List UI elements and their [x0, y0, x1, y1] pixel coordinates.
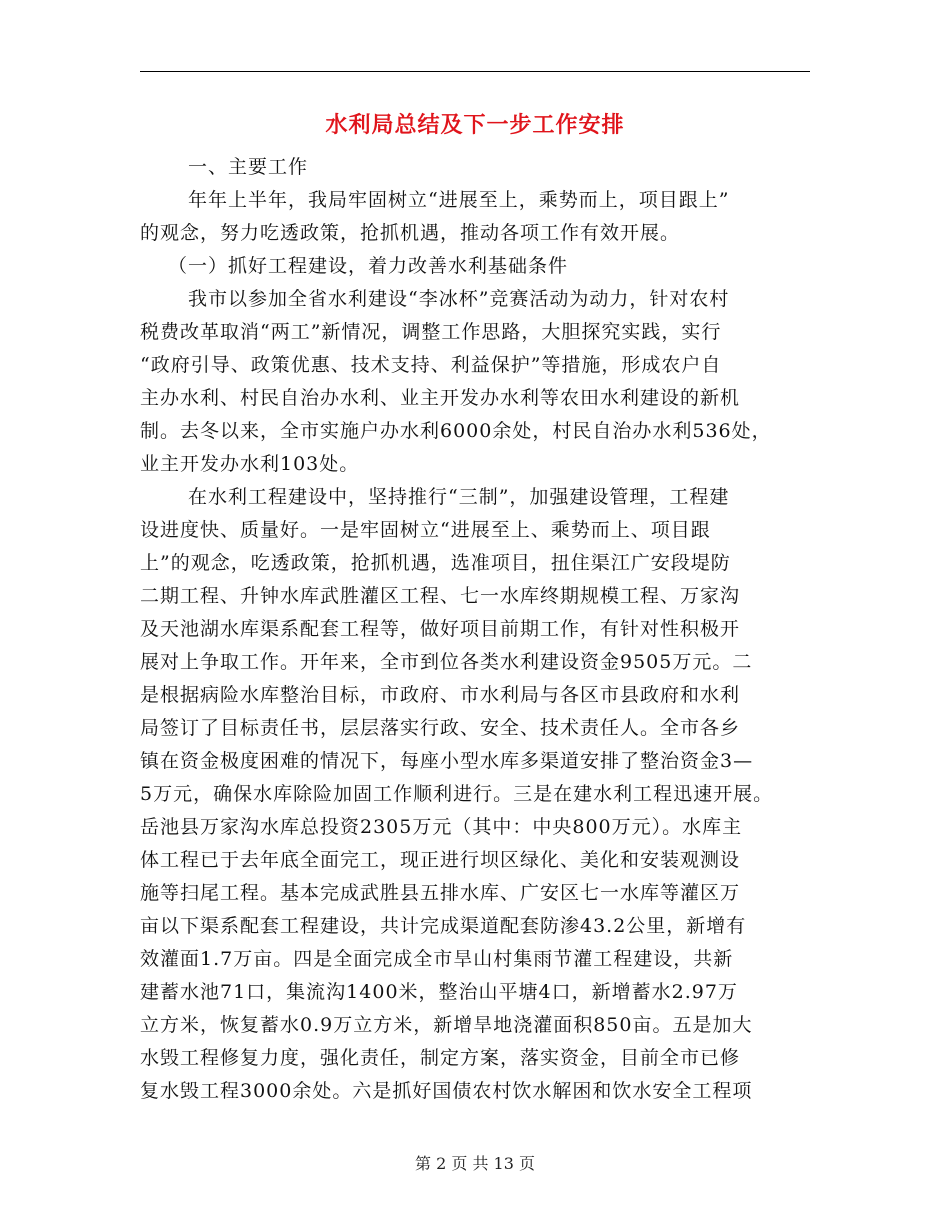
body-text-line: 镇在资金极度困难的情况下，每座小型水库多渠道安排了整治资金3—: [140, 750, 754, 772]
body-text-line: 施等扫尾工程。基本完成武胜县五排水库、广安区七一水库等灌区万: [140, 882, 741, 904]
section-heading: 一、主要工作: [188, 156, 309, 178]
page-number-footer: 第 2 页 共 13 页: [415, 1154, 535, 1173]
body-text-line: 主办水利、村民自治办水利、业主开发办水利等农田水利建设的新机: [140, 387, 741, 409]
body-text-line: 效灌面1.7万亩。四是全面完成全市旱山村集雨节灌工程建设，共新: [140, 948, 734, 970]
body-text-line: 的观念，努力吃透政策，抢抓机遇，推动各项工作有效开展。: [140, 222, 681, 244]
body-text-line: 岳池县万家沟水库总投资2305万元（其中：中央800万元）。水库主: [140, 816, 743, 838]
document-title: 水利局总结及下一步工作安排: [325, 113, 625, 138]
body-text-line: 及天池湖水库渠系配套工程等，做好项目前期工作，有针对性积极开: [140, 618, 741, 640]
body-text-line: 水毁工程修复力度，强化责任，制定方案，落实资金，目前全市已修: [140, 1047, 741, 1069]
body-text-line: 体工程已于去年底全面完工，现正进行坝区绿化、美化和安装观测设: [140, 849, 741, 871]
body-text-line: 立方米，恢复蓄水0.9万立方米，新增旱地浇灌面积850亩。五是加大: [140, 1014, 753, 1036]
body-text-line: 年年上半年，我局牢固树立“进展至上，乘势而上，项目跟上”: [188, 189, 730, 211]
body-text-line: 二期工程、升钟水库武胜灌区工程、七一水库终期规模工程、万家沟: [140, 585, 741, 607]
body-text-line: 复水毁工程3000余处。六是抓好国债农村饮水解困和饮水安全工程项: [140, 1080, 753, 1102]
body-text-line: 上”的观念，吃透政策，抢抓机遇，选准项目，扭住渠江广安段堤防: [140, 552, 731, 574]
body-text-line: 业主开发办水利103处。: [140, 453, 360, 475]
body-text-line: 5万元，确保水库除险加固工作顺利进行。三是在建水利工程迅速开展。: [140, 783, 774, 805]
body-text-line: 是根据病险水库整治目标，市政府、市水利局与各区市县政府和水利: [140, 684, 741, 706]
body-text-line: 建蓄水池71口，集流沟1400米，整治山平塘4口，新增蓄水2.97万: [140, 981, 738, 1003]
body-text-line: 在水利工程建设中，坚持推行“三制”，加强建设管理，工程建: [188, 486, 730, 508]
body-text-line: 展对上争取工作。开年来，全市到位各类水利建设资金9505万元。二: [140, 651, 753, 673]
body-text-line: 税费改革取消“两工”新情况，调整工作思路，大胆探究实践，实行: [140, 321, 722, 343]
body-text-line: “政府引导、政策优惠、技术支持、利益保护”等措施，形成农户自: [140, 354, 722, 376]
subsection-heading: （一）抓好工程建设，着力改善水利基础条件: [168, 255, 569, 277]
body-text-line: 局签订了目标责任书，层层落实行政、安全、技术责任人。全市各乡: [140, 717, 741, 739]
body-text-line: 设进度快、质量好。一是牢固树立“进展至上、乘势而上、项目跟: [140, 519, 711, 541]
body-text-line: 我市以参加全省水利建设“李冰杯”竞赛活动为动力，针对农村: [188, 288, 730, 310]
header-rule: [140, 71, 810, 72]
body-text-line: 亩以下渠系配套工程建设，共计完成渠道配套防渗43.2公里，新增有: [140, 915, 747, 937]
body-text-line: 制。去冬以来，全市实施户办水利6000余处，村民自治办水利536处，: [140, 420, 772, 442]
